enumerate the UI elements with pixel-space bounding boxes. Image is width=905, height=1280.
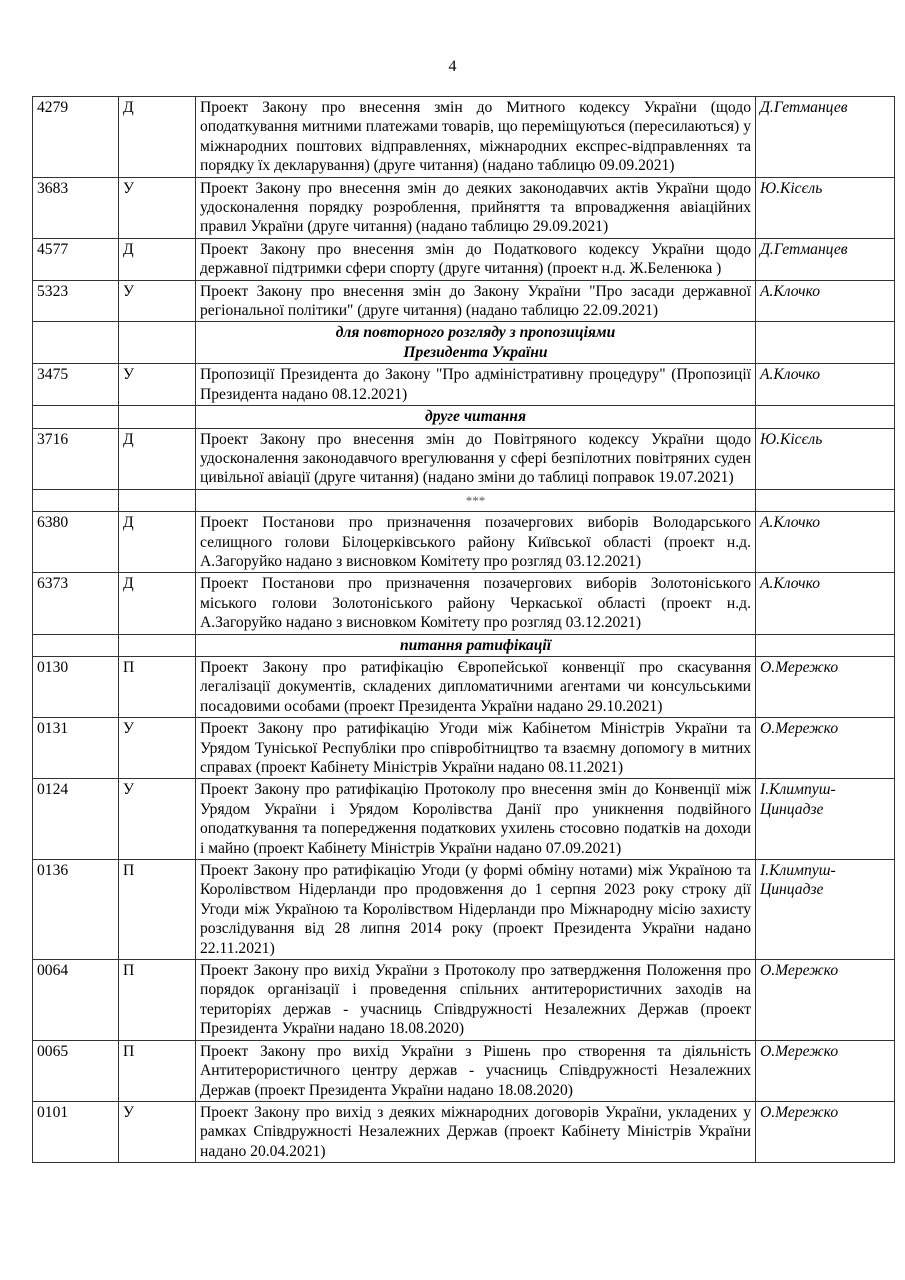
separator-stars: *** bbox=[196, 489, 756, 511]
bill-number: 0064 bbox=[33, 960, 119, 1041]
empty-cell bbox=[119, 634, 196, 656]
bill-number: 0131 bbox=[33, 718, 119, 779]
table-row bbox=[33, 364, 895, 406]
bill-title: Проект Закону про вихід України з Протоколу про затвердження Положення про порядок організації і проведення спільних антитерористичних заходів на територіях держав - учасниць Співдружності Незалежних Держав (проект Президента України надано 18.08.2020) bbox=[196, 960, 756, 1041]
bill-category-code: Д bbox=[119, 428, 196, 489]
bill-number: 3716 bbox=[33, 428, 119, 489]
empty-cell bbox=[756, 634, 895, 656]
section-heading-line: Президента України bbox=[403, 343, 548, 361]
bill-title: Проект Закону про вихід України з Рішень про створення та діяльність Антитерористичного центру держав - учасниць Співдружності Незалежних Держав (проект Президента України надано 18.08.2020) bbox=[196, 1040, 756, 1101]
bill-category-code: Д bbox=[119, 512, 196, 573]
responsible-person: О.Мережко bbox=[756, 960, 895, 1041]
bill-number: 3475 bbox=[33, 364, 119, 406]
bill-title: Проект Закону про внесення змін до Закону України "Про засади державної регіональної політики" (друге читання) (надано таблицю 22.09.2021) bbox=[196, 280, 756, 322]
section-heading bbox=[196, 406, 756, 428]
bill-title: Проект Закону про ратифікацію Угоди між Кабінетом Міністрів України та Урядом Туніської Республіки про співробітництво та взаємну допомогу в митних справах (проект Кабінету Міністрів України надано 08.11.2021) bbox=[196, 718, 756, 779]
bill-category-code: У bbox=[119, 364, 196, 406]
bill-category-code: Д bbox=[119, 238, 196, 280]
section-heading bbox=[196, 634, 756, 656]
bill-title: Проект Закону про внесення змін до Повітряного кодексу України щодо удосконалення законодавчого врегулювання у сфері безпілотних повітряних суден цивільної авіації (друге читання) (надано зміни до таблиці поправок 19.07.2021) bbox=[196, 428, 756, 489]
empty-cell bbox=[756, 489, 895, 511]
bill-number: 0065 bbox=[33, 1040, 119, 1101]
bill-number: 0124 bbox=[33, 779, 119, 860]
agenda-table-body bbox=[33, 97, 895, 1163]
bill-number: 6373 bbox=[33, 573, 119, 634]
section-heading-line: для повторного розгляду з пропозиціями bbox=[335, 324, 616, 342]
responsible-person: Ю.Кісєль bbox=[756, 428, 895, 489]
bill-title: Проект Закону про ратифікацію Європейської конвенції про скасування легалізації документів, складених дипломатичними агентами чи консульськими посадовими особами (проект Президента України надано 29.10.2021) bbox=[196, 656, 756, 717]
table-row bbox=[33, 718, 895, 779]
table-row bbox=[33, 177, 895, 238]
bill-category-code: П bbox=[119, 656, 196, 717]
section-header-row bbox=[33, 634, 895, 656]
bill-title: Проект Постанови про призначення позачергових виборів Володарського селищного голови Білоцерківського району Київської області (проект н.д. А.Загоруйко надано з висновком Комітету про розгляд 03.12.2021) bbox=[196, 512, 756, 573]
empty-cell bbox=[756, 406, 895, 428]
bill-category-code: У bbox=[119, 1101, 196, 1162]
bill-category-code: У bbox=[119, 177, 196, 238]
responsible-person: О.Мережко bbox=[756, 1101, 895, 1162]
table-row bbox=[33, 779, 895, 860]
bill-title: Пропозиції Президента до Закону "Про адміністративну процедуру" (Пропозиції Президента надано 08.12.2021) bbox=[196, 364, 756, 406]
empty-cell bbox=[119, 489, 196, 511]
bill-title: Проект Закону про внесення змін до Податкового кодексу України щодо державної підтримки сфери спорту (друге читання) (проект н.д. Ж.Беленюка ) bbox=[196, 238, 756, 280]
bill-category-code: У bbox=[119, 280, 196, 322]
bill-title: Проект Закону про ратифікацію Протоколу про внесення змін до Конвенції між Урядом України і Урядом Королівства Данії про уникнення подвійного оподаткування та попередження податкових ухилень стосовно податків на доходи і майно (проект Кабінету Міністрів України надано 07.09.2021) bbox=[196, 779, 756, 860]
bill-number: 5323 bbox=[33, 280, 119, 322]
responsible-person: І.Климпуш-Цинцадзе bbox=[756, 779, 895, 860]
bill-category-code: П bbox=[119, 1040, 196, 1101]
empty-cell bbox=[33, 489, 119, 511]
empty-cell bbox=[119, 406, 196, 428]
bill-category-code: П bbox=[119, 960, 196, 1041]
empty-cell bbox=[756, 322, 895, 364]
bill-title: Проект Закону про вихід з деяких міжнародних договорів України, укладених у рамках Співдружності Незалежних Держав (проект Кабінету Міністрів України надано 20.04.2021) bbox=[196, 1101, 756, 1162]
section-header-row bbox=[33, 322, 895, 364]
responsible-person: О.Мережко bbox=[756, 1040, 895, 1101]
agenda-table bbox=[32, 96, 895, 1163]
bill-number: 0136 bbox=[33, 860, 119, 960]
bill-number: 0130 bbox=[33, 656, 119, 717]
separator-row bbox=[33, 489, 895, 511]
bill-title: Проект Закону про ратифікацію Угоди (у формі обміну нотами) між Україною та Королівством Нідерланди про продовження до 1 серпня 2023 року строку дії Угоди між Україною та Королівством Нідерланди про Міжнародну місію захисту розслідування від 28 липня 2014 року (проект Президента України надано 22.11.2021) bbox=[196, 860, 756, 960]
bill-category-code: Д bbox=[119, 97, 196, 178]
empty-cell bbox=[33, 634, 119, 656]
responsible-person: А.Клочко bbox=[756, 512, 895, 573]
table-row bbox=[33, 1101, 895, 1162]
empty-cell bbox=[119, 322, 196, 364]
table-row bbox=[33, 573, 895, 634]
responsible-person: А.Клочко bbox=[756, 573, 895, 634]
table-row bbox=[33, 960, 895, 1041]
section-heading-line: питання ратифікації bbox=[399, 636, 552, 654]
bill-title: Проект Постанови про призначення позачергових виборів Золотоніського міського голови Золотоніського району Черкаської області (проект н.д. А.Загоруйко надано з висновком Комітету про розгляд 03.12.2021) bbox=[196, 573, 756, 634]
table-row bbox=[33, 428, 895, 489]
bill-number: 6380 bbox=[33, 512, 119, 573]
table-row bbox=[33, 860, 895, 960]
table-row bbox=[33, 512, 895, 573]
bill-category-code: У bbox=[119, 779, 196, 860]
section-heading-line: друге читання bbox=[425, 408, 526, 426]
table-row bbox=[33, 1040, 895, 1101]
bill-number: 4577 bbox=[33, 238, 119, 280]
responsible-person: Ю.Кісєль bbox=[756, 177, 895, 238]
table-row bbox=[33, 238, 895, 280]
responsible-person: Д.Гетманцев bbox=[756, 97, 895, 178]
empty-cell bbox=[33, 322, 119, 364]
table-row bbox=[33, 97, 895, 178]
table-row bbox=[33, 656, 895, 717]
responsible-person: А.Клочко bbox=[756, 364, 895, 406]
section-header-row bbox=[33, 406, 895, 428]
bill-title: Проект Закону про внесення змін до деяких законодавчих актів України щодо удосконалення порядку розроблення, прийняття та впровадження авіаційних правил України (друге читання) (надано таблицю 29.09.2021) bbox=[196, 177, 756, 238]
section-heading bbox=[196, 322, 756, 364]
empty-cell bbox=[33, 406, 119, 428]
page-number: 4 bbox=[448, 58, 457, 75]
responsible-person: А.Клочко bbox=[756, 280, 895, 322]
responsible-person: І.Климпуш-Цинцадзе bbox=[756, 860, 895, 960]
bill-number: 3683 bbox=[33, 177, 119, 238]
bill-category-code: Д bbox=[119, 573, 196, 634]
bill-category-code: П bbox=[119, 860, 196, 960]
bill-title: Проект Закону про внесення змін до Митного кодексу України (щодо оподаткування митними платежами товарів, що переміщуються (пересилаються) у міжнародних поштових відправленнях, міжнародних експрес-відправленнях та порядку їх декларування) (друге читання) (надано таблицю 09.09.2021) bbox=[196, 97, 756, 178]
responsible-person: Д.Гетманцев bbox=[756, 238, 895, 280]
responsible-person: О.Мережко bbox=[756, 718, 895, 779]
table-row bbox=[33, 280, 895, 322]
bill-category-code: У bbox=[119, 718, 196, 779]
bill-number: 4279 bbox=[33, 97, 119, 178]
responsible-person: О.Мережко bbox=[756, 656, 895, 717]
bill-number: 0101 bbox=[33, 1101, 119, 1162]
